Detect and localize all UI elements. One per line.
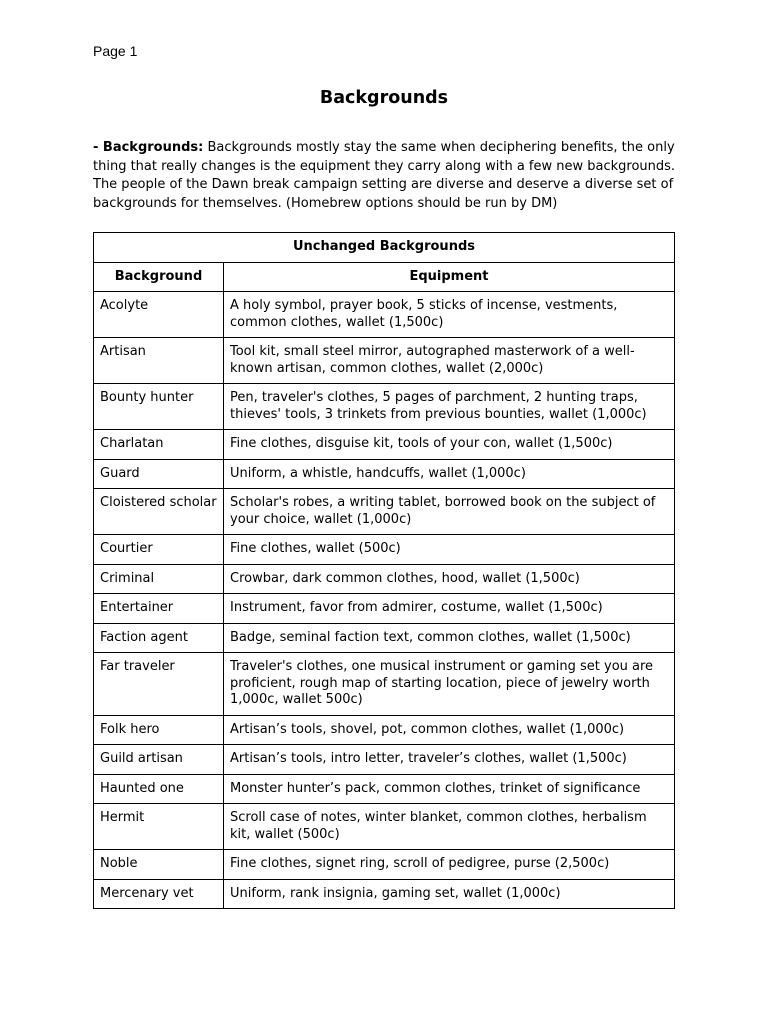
- backgrounds-table: [93, 232, 675, 909]
- table-row: [94, 430, 675, 460]
- background-name-cell: Courtier: [94, 535, 224, 565]
- table-row: [94, 774, 675, 804]
- background-name-cell: Bounty hunter: [94, 384, 224, 430]
- equipment-cell: Pen, traveler's clothes, 5 pages of parchment, 2 hunting traps, thieves' tools, 3 trinkets from previous bounties, wallet (1,000c): [224, 384, 675, 430]
- table-header-row: [94, 262, 675, 292]
- intro-paragraph: [93, 139, 683, 213]
- equipment-cell: Monster hunter’s pack, common clothes, trinket of significance: [224, 774, 675, 804]
- background-name-cell: Guard: [94, 459, 224, 489]
- table-row: [94, 384, 675, 430]
- equipment-cell: Crowbar, dark common clothes, hood, wallet (1,500c): [224, 564, 675, 594]
- table-row: [94, 715, 675, 745]
- table-row: [94, 564, 675, 594]
- intro-text: Backgrounds mostly stay the same when deciphering benefits, the only thing that really changes is the equipment they carry along with a few new backgrounds. The people of the Dawn break campaign setting are diverse and deserve a diverse set of backgrounds for themselves. (Homebrew options should be run by DM): [93, 140, 676, 211]
- equipment-cell: Fine clothes, wallet (500c): [224, 535, 675, 565]
- table-caption-row: [94, 233, 675, 263]
- header-background: Background: [94, 262, 224, 292]
- header-equipment: Equipment: [224, 262, 675, 292]
- background-name-cell: Faction agent: [94, 623, 224, 653]
- equipment-cell: Artisan’s tools, shovel, pot, common clothes, wallet (1,000c): [224, 715, 675, 745]
- table-row: [94, 623, 675, 653]
- background-name-cell: Artisan: [94, 338, 224, 384]
- intro-lead: - Backgrounds:: [93, 140, 204, 155]
- table-row: [94, 489, 675, 535]
- background-name-cell: Far traveler: [94, 653, 224, 716]
- table-row: [94, 850, 675, 880]
- background-name-cell: Haunted one: [94, 774, 224, 804]
- equipment-cell: Fine clothes, signet ring, scroll of pedigree, purse (2,500c): [224, 850, 675, 880]
- equipment-cell: Uniform, rank insignia, gaming set, wallet (1,000c): [224, 879, 675, 909]
- background-name-cell: Cloistered scholar: [94, 489, 224, 535]
- equipment-cell: Uniform, a whistle, handcuffs, wallet (1,000c): [224, 459, 675, 489]
- background-name-cell: Criminal: [94, 564, 224, 594]
- table-row: [94, 292, 675, 338]
- equipment-cell: Instrument, favor from admirer, costume, wallet (1,500c): [224, 594, 675, 624]
- equipment-cell: Fine clothes, disguise kit, tools of your con, wallet (1,500c): [224, 430, 675, 460]
- background-name-cell: Entertainer: [94, 594, 224, 624]
- table-row: [94, 535, 675, 565]
- equipment-cell: A holy symbol, prayer book, 5 sticks of incense, vestments, common clothes, wallet (1,500c): [224, 292, 675, 338]
- equipment-cell: Scholar's robes, a writing tablet, borrowed book on the subject of your choice, wallet (1,000c): [224, 489, 675, 535]
- page-title: Backgrounds: [319, 88, 449, 108]
- equipment-cell: Tool kit, small steel mirror, autographed masterwork of a well-known artisan, common clothes, wallet (2,000c): [224, 338, 675, 384]
- background-name-cell: Charlatan: [94, 430, 224, 460]
- table-row: [94, 653, 675, 716]
- table-caption: Unchanged Backgrounds: [94, 233, 675, 263]
- equipment-cell: Badge, seminal faction text, common clothes, wallet (1,500c): [224, 623, 675, 653]
- table-body: [94, 292, 675, 909]
- page-label: Page 1: [93, 43, 138, 59]
- background-name-cell: Hermit: [94, 804, 224, 850]
- table-row: [94, 594, 675, 624]
- background-name-cell: Noble: [94, 850, 224, 880]
- table-row: [94, 338, 675, 384]
- table-row: [94, 459, 675, 489]
- equipment-cell: Artisan’s tools, intro letter, traveler’s clothes, wallet (1,500c): [224, 745, 675, 775]
- background-name-cell: Mercenary vet: [94, 879, 224, 909]
- table-row: [94, 804, 675, 850]
- background-name-cell: Guild artisan: [94, 745, 224, 775]
- equipment-cell: Scroll case of notes, winter blanket, common clothes, herbalism kit, wallet (500c): [224, 804, 675, 850]
- equipment-cell: Traveler's clothes, one musical instrument or gaming set you are proficient, rough map of starting location, piece of jewelry worth 1,000c, wallet 500c): [224, 653, 675, 716]
- table-row: [94, 879, 675, 909]
- background-name-cell: Acolyte: [94, 292, 224, 338]
- table-row: [94, 745, 675, 775]
- background-name-cell: Folk hero: [94, 715, 224, 745]
